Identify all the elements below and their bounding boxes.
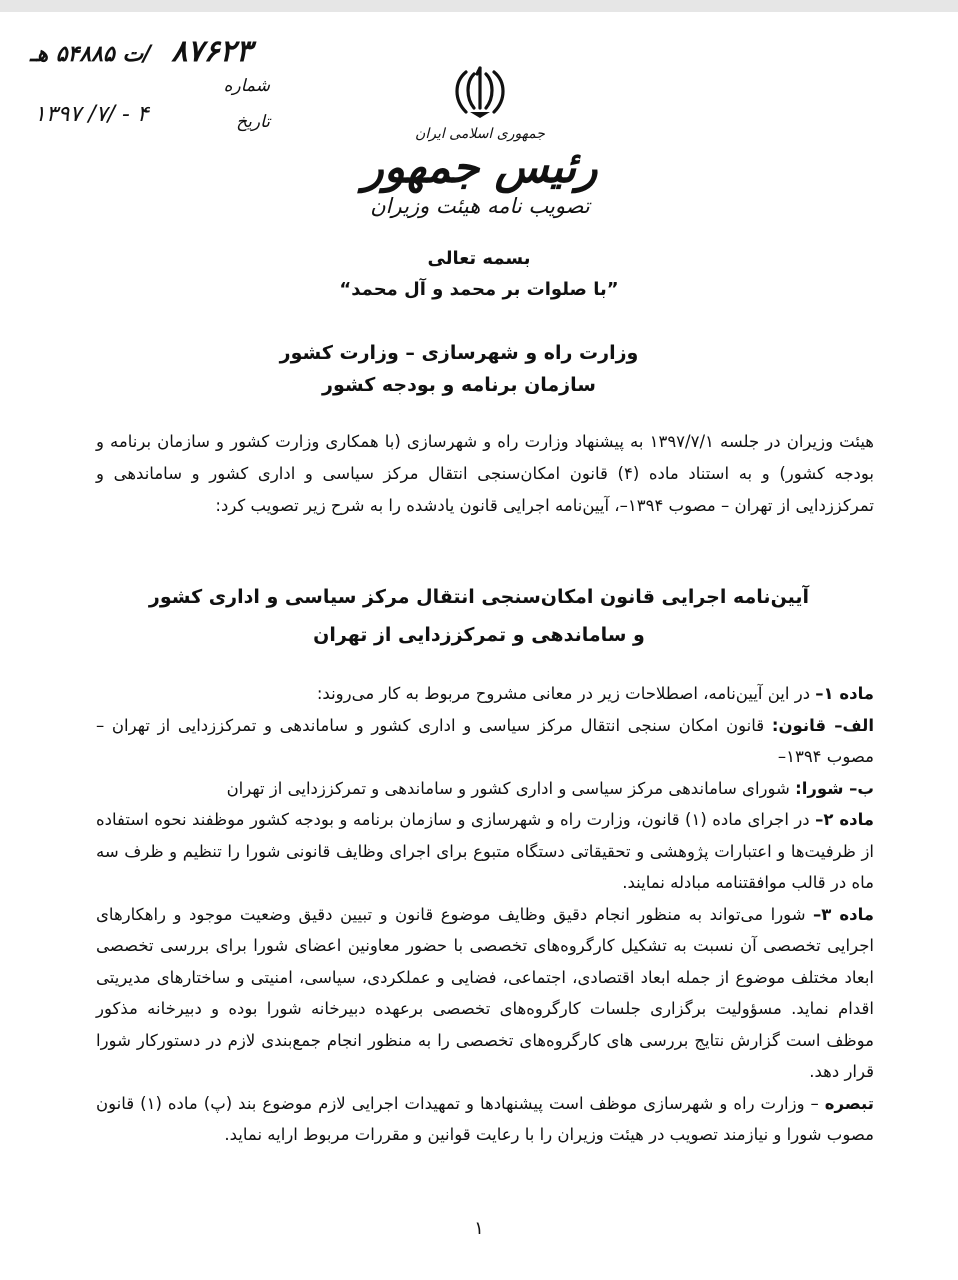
- article-1-label: ماده ۱–: [815, 684, 874, 703]
- bylaw-title-line-1: آیین‌نامه اجرایی قانون امکان‌سنجی انتقال مرکز سیاسی و اداری کشور: [148, 586, 810, 608]
- definition-law-label: الف– قانون:: [771, 715, 874, 735]
- article-3: [96, 899, 874, 1088]
- addressee-line-2: سازمان برنامه و بودجه کشور: [322, 374, 596, 396]
- iran-emblem-icon: [448, 62, 512, 120]
- decree-page: [0, 12, 958, 1280]
- reference-number-line: [30, 32, 270, 72]
- scan-top-border: [0, 0, 958, 12]
- reference-number-handwritten: ۸۷۶۲۳: [171, 34, 252, 69]
- definition-council-label: ب– شورا:: [795, 778, 874, 798]
- intro-text: هیئت وزیران در جلسه ۱۳۹۷/۷/۱ به پیشنهاد وزارت راه و شهرسازی (با همکاری وزارت کشور و سازمان برنامه و بودجه کشور) و به استناد ماده (۴) قانون امکان‌سنجی انتقال مرکز سیاسی و اداری کشور و ساماندهی و تمرکززدایی از تهران – مصوب ۱۳۹۴–، آیین‌نامه اجرایی قانون یادشده را به شرح زیر تصویب کرد:: [96, 432, 874, 515]
- note-text: – وزارت راه و شهرسازی موظف است پیشنهادها و تمهیدات اجرایی لازم موضوع بند (پ) ماده (۱) قانون مصوب شورا و نیازمند تصویب در هیئت وزیران را با رعایت قوانین و مقررات مربوط ارایه نماید.: [96, 1093, 874, 1144]
- office-title: رئیس جمهور: [362, 142, 598, 193]
- date-label: تاریخ: [236, 112, 270, 132]
- addressee-line-1: وزارت راه و شهرسازی – وزارت کشور: [279, 342, 639, 364]
- approval-subtitle: تصویب نامه هیئت وزیران: [370, 194, 590, 218]
- bismillah: بسمه تعالی: [427, 248, 531, 269]
- page-number: ۱: [474, 1218, 484, 1239]
- definition-law-text: قانون امکان سنجی انتقال مرکز سیاسی و اداری کشور و ساماندهی و تمرکززدایی از تهران – مصوب ۱۳۹۴–: [96, 715, 874, 766]
- articles: [96, 678, 874, 1151]
- definition-law: [96, 710, 874, 773]
- note: [96, 1088, 874, 1151]
- article-1-text: در این آیین‌نامه، اصطلاحات زیر در معانی مشروح مربوط به کار می‌روند:: [316, 684, 816, 703]
- note-label: تبصره: [824, 1093, 874, 1113]
- article-2-label: ماده ۲–: [815, 810, 874, 829]
- article-1: [96, 678, 874, 710]
- number-label: شماره: [223, 76, 270, 96]
- intro-paragraph: [96, 426, 874, 522]
- article-3-text: شورا می‌تواند به منظور انجام دقیق وظایف موضوع قانون و تبیین دقیق وضعیت موجود و راهکارهای اجرایی تخصصی آن نسبت به تشکیل کارگروه‌های تخصصی با حضور معاونین اعضای شورا برای بررسی تخصصی ابعاد مختلف موضوع از جمله ابعاد اقتصادی، اجتماعی، فضایی و عملکردی، سیاسی، امنیتی و ساختارهای مدیریتی اقدام نماید. مسؤولیت برگزاری جلسات کارگروه‌های تخصصی برعهده دبیرخانه شورا بوده و دبیرخانه مذکور موظف است گزارش نتایج بررسی های کارگروه‌های تخصصی را به منظور انجام جمع‌بندی لازم در دستورکار شورا قرار دهد.: [96, 904, 874, 1081]
- letterhead: [330, 62, 630, 218]
- definition-council: [96, 773, 874, 805]
- reference-block: [30, 32, 270, 157]
- article-2: [96, 804, 874, 899]
- date-value: ۱۳۹۷ /۷/ - ۴: [34, 102, 149, 127]
- bylaw-title: [0, 578, 958, 654]
- bylaw-title-line-2: و ساماندهی و تمرکززدایی از تهران: [313, 624, 645, 646]
- country-name: جمهوری اسلامی ایران: [415, 126, 545, 142]
- article-3-label: ماده ۳–: [813, 904, 874, 924]
- article-2-text: در اجرای ماده (۱) قانون، وزارت راه و شهرسازی و سازمان برنامه و بودجه کشور موظفند نحوه استفاده از ظرفیت‌ها و اعتبارات پژوهشی و تحقیقاتی دستگاه متبوع برای اجرای وظایف قانونی شورا را تنظیم و ظرف سه ماه در قالب موافقتنامه مبادله نمایند.: [96, 810, 874, 892]
- salavat-line: ”با صلوات بر محمد و آل محمد“: [339, 279, 619, 300]
- definition-council-text: شورای ساماندهی مرکز سیاسی و اداری کشور و ساماندهی و تمرکززدایی از تهران: [226, 778, 796, 798]
- reference-number-printed: /ت ۵۴۸۸۵ هـ: [30, 42, 152, 67]
